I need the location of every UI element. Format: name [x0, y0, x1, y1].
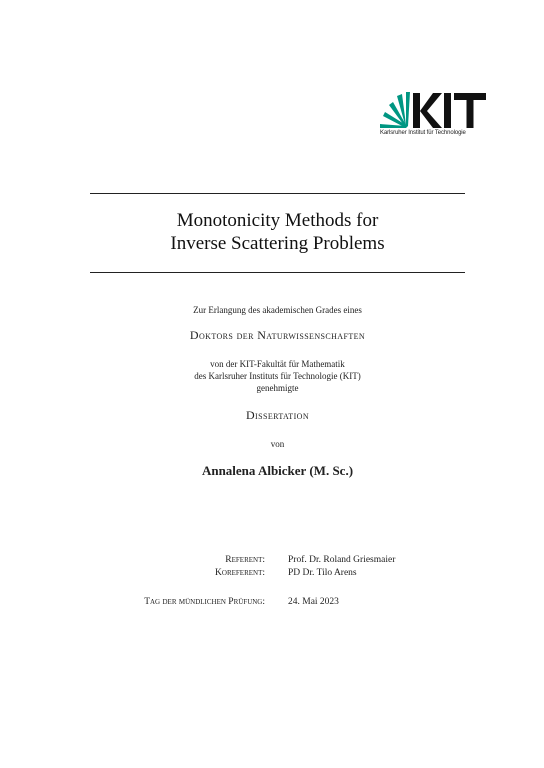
thesis-title-line-1: Monotonicity Methods for: [176, 210, 379, 231]
title-rule-bottom: [90, 272, 465, 273]
referent-label: Referent:: [225, 555, 265, 565]
kit-emblem-icon: [380, 92, 410, 128]
kit-logo-mark: [380, 90, 488, 130]
faculty-line-3: genehmigte: [256, 383, 299, 393]
title-rule-top: [90, 193, 465, 194]
faculty-line-1: von der KIT-Fakultät für Mathematik: [210, 359, 345, 369]
faculty-line-2: des Karlsruher Instituts für Technologie (KIT): [194, 371, 361, 381]
author-name: Annalena Albicker (M. Sc.): [201, 463, 354, 478]
koreferent-label: Koreferent:: [215, 568, 265, 578]
degree-name: Doktors der Naturwissenschaften: [189, 328, 366, 342]
thesis-title-line-2: Inverse Scattering Problems: [170, 233, 385, 254]
kit-logo-subtitle: Karlsruher Institut für Technologie: [380, 130, 466, 136]
by-label: von: [270, 439, 285, 449]
koreferent-name: PD Dr. Tilo Arens: [288, 568, 357, 578]
faculty-block: [90, 358, 465, 394]
document-type: Dissertation: [245, 408, 309, 422]
kit-logo: [380, 90, 488, 142]
exam-date: 24. Mai 2023: [288, 597, 339, 607]
referent-name: Prof. Dr. Roland Griesmaier: [288, 555, 396, 565]
exam-date-label: Tag der mündlichen Prüfung:: [144, 597, 265, 607]
degree-intro: Zur Erlangung des akademischen Grades eines: [193, 305, 362, 315]
thesis-title: [90, 209, 465, 255]
